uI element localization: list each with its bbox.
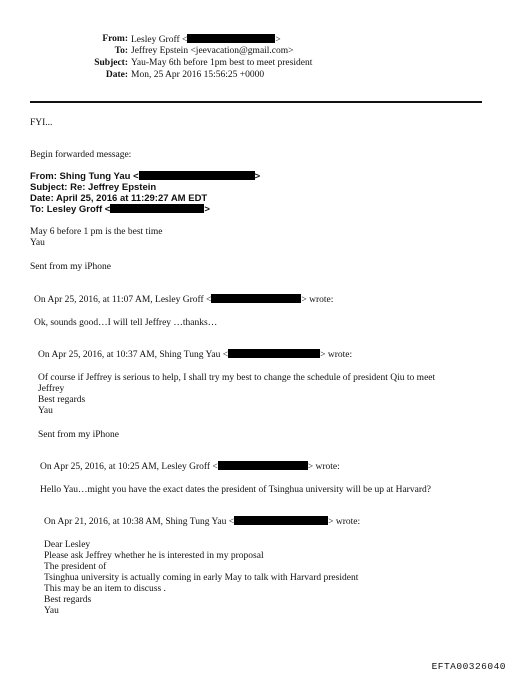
message-line: Dear Lesley [44,540,91,550]
quote-body: Hello Yau…might you have the exact dates the president of Tsinghua university will be up at Harvard? [40,485,431,495]
quote-header: On Apr 21, 2016, at 10:38 AM, Shing Tung Yau < > wrote: [44,517,361,527]
fwd-subject-line: Subject: Re: Jeffrey Epstein [30,182,157,193]
fwd-from-line: From: Shing Tung Yau < > [30,171,261,182]
message-line: Jeffrey [38,384,65,394]
redaction-box [218,461,308,470]
message-line: Please ask Jeffrey whether he is interested in my proposal [44,551,264,561]
redaction-box [110,204,204,213]
redaction-box [228,349,320,358]
from-label: From: [102,34,128,44]
message-line: Yau [30,238,45,248]
signature: Sent from my iPhone [38,430,120,440]
redaction-box [234,516,328,525]
fwd-to-line: To: Lesley Groff < > [30,204,210,215]
message-line: Best regards [38,395,86,405]
date-value: Mon, 25 Apr 2016 15:56:25 +0000 [131,70,265,80]
from-value: Lesley Groff < > [131,35,281,45]
message-line: Yau [44,606,59,616]
signature: Sent from my iPhone [30,262,112,272]
redaction-box [211,294,301,303]
fyi-text: FYI... [30,118,53,128]
fwd-date-line: Date: April 25, 2016 at 11:29:27 AM EDT [30,193,208,204]
header-divider [30,101,482,103]
message-line: Tsinghua university is actually coming in early May to talk with Harvard president [44,573,359,583]
to-label: To: [114,46,128,56]
quote-header: On Apr 25, 2016, at 10:25 AM, Lesley Groff < > wrote: [40,462,340,472]
bates-number: EFTA00326040 [431,661,506,672]
quote-header: On Apr 25, 2016, at 10:37 AM, Shing Tung Yau < > wrote: [38,350,353,360]
subject-value: Yau-May 6th before 1pm best to meet president [131,58,313,68]
quote-header: On Apr 25, 2016, at 11:07 AM, Lesley Groff < > wrote: [34,295,334,305]
forwarded-intro: Begin forwarded message: [30,150,132,160]
subject-label: Subject: [94,58,128,68]
message-line: Of course if Jeffrey is serious to help, I shall try my best to change the schedule of president Qiu to meet [38,373,436,383]
redaction-box [187,34,275,43]
redaction-box [139,171,255,180]
date-label: Date: [105,70,128,80]
message-line: The president of [44,562,107,572]
message-line: This may be an item to discuss . [44,584,166,594]
message-line: Best regards [44,595,92,605]
message-line: May 6 before 1 pm is the best time [30,227,163,237]
message-line: Yau [38,406,53,416]
quote-body: Ok, sounds good…I will tell Jeffrey …thanks… [34,318,218,328]
to-value: Jeffrey Epstein <jeevacation@gmail.com> [131,46,294,56]
